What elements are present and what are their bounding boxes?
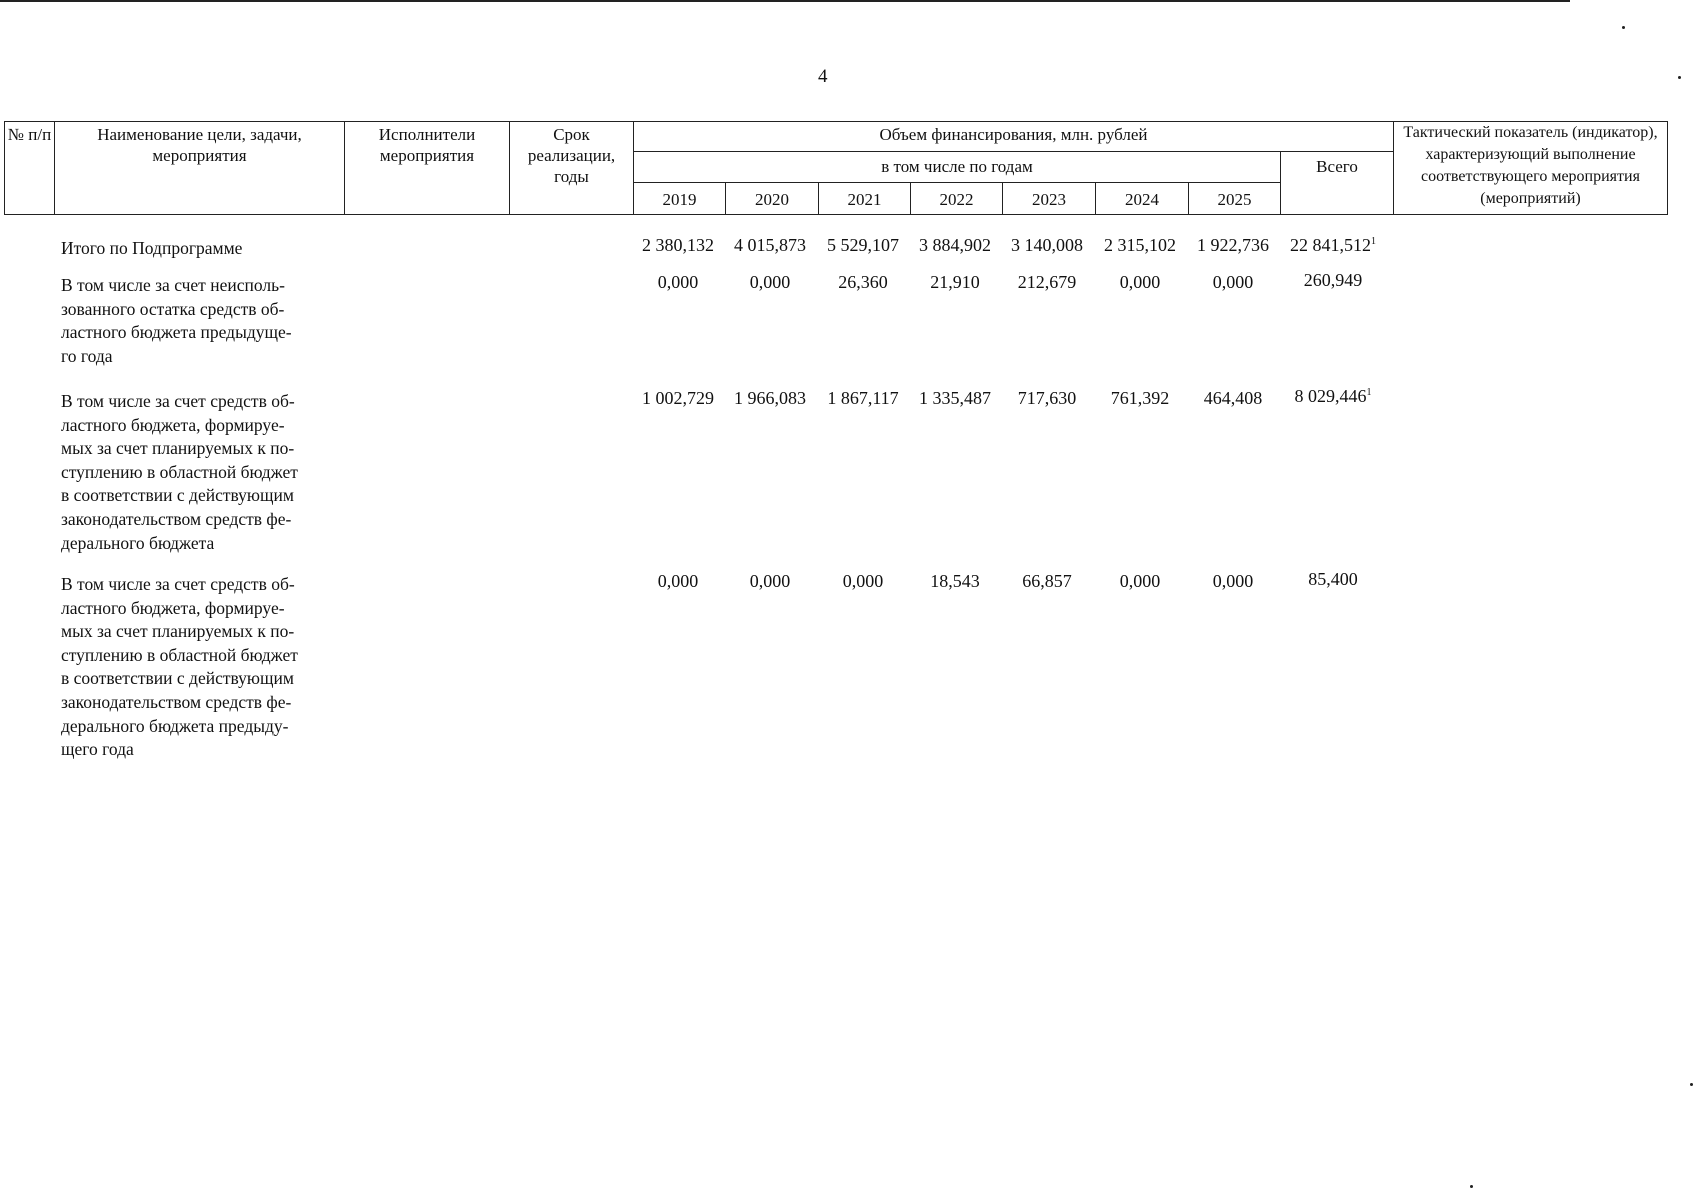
header-total: Всего (1281, 152, 1394, 215)
row-value: 717,630 (1017, 388, 1077, 408)
row-value: 1 867,117 (827, 388, 899, 408)
row-value: 212,679 (1017, 272, 1077, 292)
row-total: 22 841,512$^1$ (1290, 235, 1376, 255)
row-value: 0,000 (657, 571, 699, 591)
row-value: 3 140,008 (1011, 235, 1083, 255)
row-label: Итого по Подпрограмме (61, 238, 243, 258)
row-value: 2 315,102 (1104, 235, 1176, 255)
header-name: Наименование цели, задачи, мероприятия (55, 122, 345, 215)
scan-speck (1622, 26, 1625, 29)
header-year: 2021 (819, 183, 911, 215)
row-value: 26,360 (838, 272, 888, 292)
header-indicator: Тактический показатель (индикатор), характеризующий выполнение соответствующего мероприятия (мероприятий) (1394, 122, 1668, 215)
row-total: 8 029,446$^1$ (1294, 386, 1372, 406)
row-value: 464,408 (1203, 388, 1263, 408)
row-label: В том числе за счет средств об- ластного бюджета, формируе- мых за счет планируемых к по- ступлению в областной бюджет в соответствии с действующим законодательством средств фе- дерального бюджета предыду- щего года (61, 574, 298, 760)
row-value: 0,000 (657, 272, 699, 292)
footnote-mark: 1 (1371, 236, 1376, 247)
header-year: 2019 (634, 183, 726, 215)
row-value: 2 380,132 (642, 235, 714, 255)
header-executors: Исполнители мероприятия (345, 122, 510, 215)
row-label: В том числе за счет средств об- ластного бюджета, формируе- мых за счет планируемых к по- ступлению в областной бюджет в соответствии с действующим законодательством средств фе- дерального бюджета (61, 391, 298, 553)
row-value: 0,000 (842, 571, 884, 591)
header-number: № п/п (5, 122, 55, 215)
header-year: 2025 (1189, 183, 1281, 215)
row-value: 5 529,107 (827, 235, 899, 255)
table-header (4, 121, 1668, 215)
page-number: 4 (818, 66, 828, 87)
row-value: 0,000 (1212, 272, 1254, 292)
row-value: 0,000 (1119, 571, 1161, 591)
row-total: 260,949 (1303, 270, 1363, 290)
scan-speck (1678, 76, 1681, 79)
row-value: 0,000 (749, 272, 791, 292)
row-value: 1 966,083 (734, 388, 806, 408)
row-value: 761,392 (1110, 388, 1170, 408)
scan-edge-line (0, 0, 1570, 2)
header-financing: Объем финансирования, млн. рублей (634, 122, 1394, 152)
row-value: 21,910 (930, 272, 980, 292)
row-value: 1 002,729 (642, 388, 714, 408)
header-year: 2020 (726, 183, 819, 215)
row-value: 1 922,736 (1197, 235, 1269, 255)
scan-speck (1690, 1083, 1693, 1086)
row-total: 85,400 (1308, 569, 1358, 589)
header-year: 2024 (1096, 183, 1189, 215)
header-by-years: в том числе по годам (634, 152, 1281, 183)
row-value: 0,000 (1119, 272, 1161, 292)
row-value: 3 884,902 (919, 235, 991, 255)
row-value: 66,857 (1022, 571, 1072, 591)
header-year: 2023 (1003, 183, 1096, 215)
row-value: 0,000 (1212, 571, 1254, 591)
footnote-mark: 1 (1366, 387, 1372, 398)
row-value: 0,000 (749, 571, 791, 591)
row-value: 18,543 (930, 571, 980, 591)
row-value: 1 335,487 (919, 388, 991, 408)
header-term: Срок реализации, годы (510, 122, 634, 215)
header-year: 2022 (911, 183, 1003, 215)
row-value: 4 015,873 (734, 235, 806, 255)
scan-speck (1470, 1185, 1473, 1188)
row-label: В том числе за счет неисполь- зованного остатка средств об- ластного бюджета предыдуще- го года (61, 275, 292, 366)
